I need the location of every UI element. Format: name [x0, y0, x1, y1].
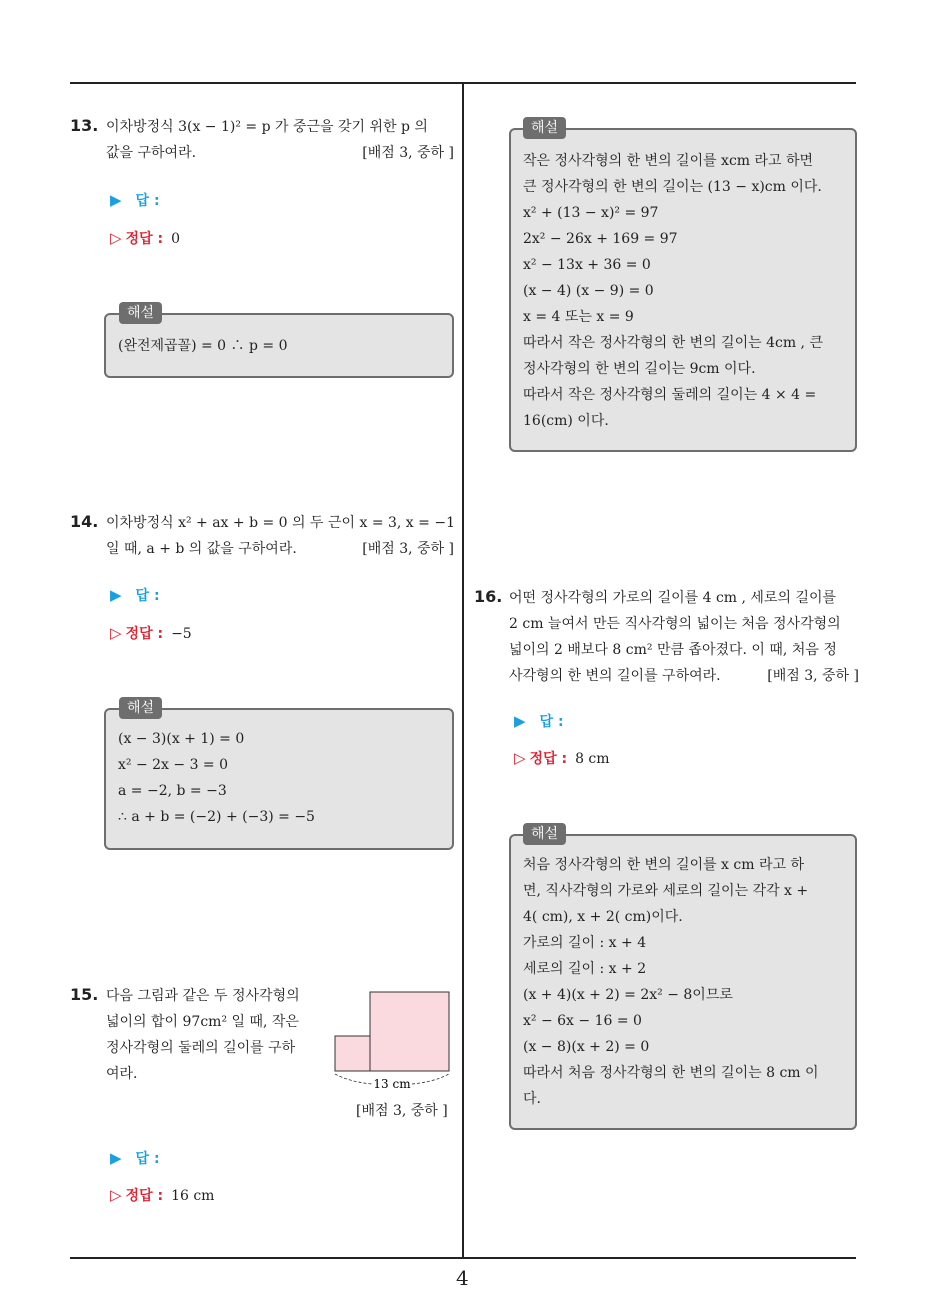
q16-line: 사각형의 한 변의 길이를 구하여라. — [509, 668, 721, 684]
q16-solution-line: x² − 6x − 16 = 0 — [523, 1013, 642, 1029]
q16-solution-line: 4( cm), x + 2( cm)이다. — [523, 909, 683, 925]
triangle-outline-icon: ▷ — [110, 624, 122, 642]
q13-solution-tag: 해설 — [119, 302, 162, 324]
q15-line: 넓이의 합이 97cm² 일 때, 작은 — [106, 1014, 299, 1030]
q16-solution-line: (x − 8)(x + 2) = 0 — [523, 1039, 650, 1055]
q14-line2: 일 때, a + b 의 값을 구하여라. — [106, 541, 297, 557]
q16-text — [509, 585, 859, 689]
q16-solution-tag: 해설 — [523, 823, 566, 845]
q16-solution-line: 다. — [523, 1091, 541, 1107]
q16-solution-line: 처음 정사각형의 한 변의 길이를 x cm 라고 하 — [523, 857, 804, 873]
q15-correct-label: 정답 : — [125, 1188, 164, 1204]
q15-solution-line: 정사각형의 한 변의 길이는 9cm 이다. — [523, 361, 756, 377]
q16-solution-line: 세로의 길이 : x + 2 — [523, 961, 647, 977]
q16-answer-field[interactable] — [514, 711, 564, 731]
column-divider — [462, 83, 464, 1259]
q15-score: [배점 3, 중하 ] — [356, 1103, 448, 1119]
q16-correct-label: 정답 : — [529, 751, 568, 767]
q16-solution-line: 가로의 길이 : x + 4 — [523, 935, 647, 951]
q15-solution-line: 2x² − 26x + 169 = 97 — [523, 231, 678, 247]
q13-solution-line: (완전제곱꼴) = 0 ∴ p = 0 — [118, 338, 288, 354]
q15-line: 다음 그림과 같은 두 정사각형의 — [106, 988, 300, 1004]
q13-correct-value: 0 — [171, 231, 180, 247]
q15-line: 정사각형의 둘레의 길이를 구하 — [106, 1040, 296, 1056]
page-number: 4 — [456, 1266, 469, 1290]
q14-score: [배점 3, 중하 ] — [362, 541, 454, 557]
q14-correct-label: 정답 : — [125, 626, 164, 642]
q15-solution-line: 작은 정사각형의 한 변의 길이를 xcm 라고 하면 — [523, 153, 814, 169]
q15-solution-line: x = 4 또는 x = 9 — [523, 309, 634, 325]
q15-correct-value: 16 cm — [171, 1188, 215, 1204]
q15-answer-field[interactable] — [110, 1148, 160, 1168]
q14-correct-value: −5 — [171, 626, 192, 642]
q16-line: 2 cm 늘여서 만든 직사각형의 넓이는 처음 정사각형의 — [509, 616, 841, 632]
q14-correct — [110, 623, 192, 643]
q14-solution-line: (x − 3)(x + 1) = 0 — [118, 731, 245, 747]
q15-text — [106, 983, 321, 1087]
small-square — [335, 1036, 370, 1071]
q15-solution-box — [509, 128, 857, 452]
q14-text — [106, 510, 454, 562]
q14-answer-field[interactable] — [110, 585, 160, 605]
q13-answer-field[interactable] — [110, 190, 160, 210]
q16-answer-label: 답 : — [539, 714, 564, 730]
play-icon: ▶ — [514, 712, 526, 730]
play-icon: ▶ — [110, 191, 122, 209]
q15-line: 여라. — [106, 1066, 138, 1082]
triangle-outline-icon: ▷ — [110, 229, 122, 247]
play-icon: ▶ — [110, 1149, 122, 1167]
q13-answer-label: 답 : — [135, 193, 160, 209]
q15-solution-line: 큰 정사각형의 한 변의 길이는 (13 − x)cm 이다. — [523, 179, 822, 195]
q16-number: 16. — [474, 587, 503, 606]
q15-solution-line: 따라서 작은 정사각형의 둘레의 길이는 4 × 4 = — [523, 387, 817, 403]
q15-answer-label: 답 : — [135, 1151, 160, 1167]
q14-solution-box — [104, 708, 454, 850]
q15-number: 15. — [70, 985, 99, 1004]
q16-correct — [514, 748, 610, 768]
q13-number: 13. — [70, 116, 99, 135]
q14-solution-line: ∴ a + b = (−2) + (−3) = −5 — [118, 809, 315, 825]
q13-score: [배점 3, 중하 ] — [362, 145, 454, 161]
q15-solution-line: (x − 4) (x − 9) = 0 — [523, 283, 654, 299]
q15-solution-line: x² + (13 − x)² = 97 — [523, 205, 659, 221]
bottom-rule — [70, 1257, 856, 1259]
q15-solution-line: 따라서 작은 정사각형의 한 변의 길이는 4cm , 큰 — [523, 335, 823, 351]
q14-solution-line: a = −2, b = −3 — [118, 783, 227, 799]
q15-figure-label: 13 cm — [373, 1077, 411, 1091]
q16-solution-line: 따라서 처음 정사각형의 한 변의 길이는 8 cm 이 — [523, 1065, 819, 1081]
q15-solution-line: x² − 13x + 36 = 0 — [523, 257, 651, 273]
q13-text — [106, 114, 454, 166]
q16-correct-value: 8 cm — [575, 751, 610, 767]
q16-solution-line: 면, 직사각형의 가로와 세로의 길이는 각각 x + — [523, 883, 809, 899]
q15-squares-figure — [330, 988, 455, 1093]
q14-solution-line: x² − 2x − 3 = 0 — [118, 757, 229, 773]
q14-line1: 이차방정식 x² + ax + b = 0 의 두 근이 x = 3, x = −1 — [106, 515, 455, 531]
q16-line: 어떤 정사각형의 가로의 길이를 4 cm , 세로의 길이를 — [509, 590, 837, 606]
q16-line: 넓이의 2 배보다 8 cm² 만큼 좁아졌다. 이 때, 처음 정 — [509, 642, 837, 658]
large-square — [370, 992, 449, 1071]
q15-solution-tag: 해설 — [523, 117, 566, 139]
q13-correct-label: 정답 : — [125, 231, 164, 247]
q16-solution-line: (x + 4)(x + 2) = 2x² − 8이므로 — [523, 987, 733, 1003]
q14-solution-tag: 해설 — [119, 697, 162, 719]
q16-solution-box — [509, 834, 857, 1130]
q13-line1: 이차방정식 3(x − 1)² = p 가 중근을 갖기 위한 p 의 — [106, 119, 428, 135]
q15-correct — [110, 1185, 214, 1205]
triangle-outline-icon: ▷ — [110, 1186, 122, 1204]
q15-solution-line: 16(cm) 이다. — [523, 413, 609, 429]
q16-score: [배점 3, 중하 ] — [767, 668, 859, 684]
q13-correct — [110, 228, 180, 248]
play-icon: ▶ — [110, 586, 122, 604]
q13-line2: 값을 구하여라. — [106, 145, 197, 161]
q14-answer-label: 답 : — [135, 588, 160, 604]
triangle-outline-icon: ▷ — [514, 749, 526, 767]
q14-number: 14. — [70, 512, 99, 531]
